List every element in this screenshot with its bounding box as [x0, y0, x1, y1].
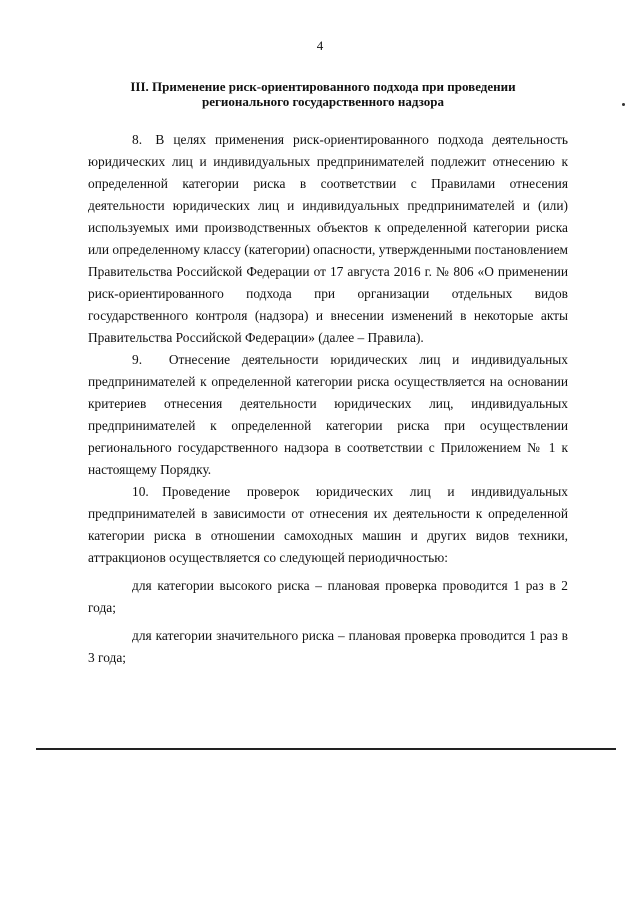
margin-mark — [622, 103, 625, 106]
section-heading-line-2: регионального государственного надзора — [201, 94, 444, 109]
list-item-significant-risk: для категории значительного риска – плановая проверка проводится 1 раз в 3 года; — [88, 628, 568, 665]
document-body — [88, 129, 568, 669]
list-item-high-risk: для категории высокого риска – плановая проверка проводится 1 раз в 2 года; — [88, 578, 568, 615]
paragraph-9: 9. Отнесение деятельности юридических лиц и индивидуальных предпринимателей к определенной категории риска осуществляется на основании критериев отнесения деятельности юридических лиц, индивидуальных предпринимателей к определенной категории риска при осуществлении регионального государственного надзора в соответствии с Приложением № 1 к настоящему Порядку. — [88, 352, 568, 477]
page-number: 4 — [316, 38, 324, 53]
paragraph-10: 10. Проведение проверок юридических лиц и индивидуальных предпринимателей в зависимости от отнесения их деятельности к определенной категории риска в отношении самоходных машин и других видов техники, аттракционов осуществляется со следующей периодичностью: — [88, 484, 568, 565]
section-heading — [98, 79, 548, 109]
section-heading-line-1: III. Применение риск-ориентированного подхода при проведении — [130, 79, 516, 94]
page-bottom-rule — [36, 748, 616, 750]
paragraph-8: 8. В целях применения риск-ориентированного подхода деятельность юридических лиц и индивидуальных предпринимателей подлежит отнесению к определенной категории риска в соответствии с Правилами отнесения деятельности юридических лиц и индивидуальных предпринимателей и (или) используемых ими производственных объектов к определенной категории риска или определенному классу (категории) опасности, утвержденными постановлением Правительства Российской Федерации от 17 августа 2016 г. № 806 «О применении риск-ориентированного подхода при организации отдельных видов государственного контроля (надзора) и внесении изменений в некоторые акты Правительства Российской Федерации» (далее – Правила). — [88, 132, 568, 345]
